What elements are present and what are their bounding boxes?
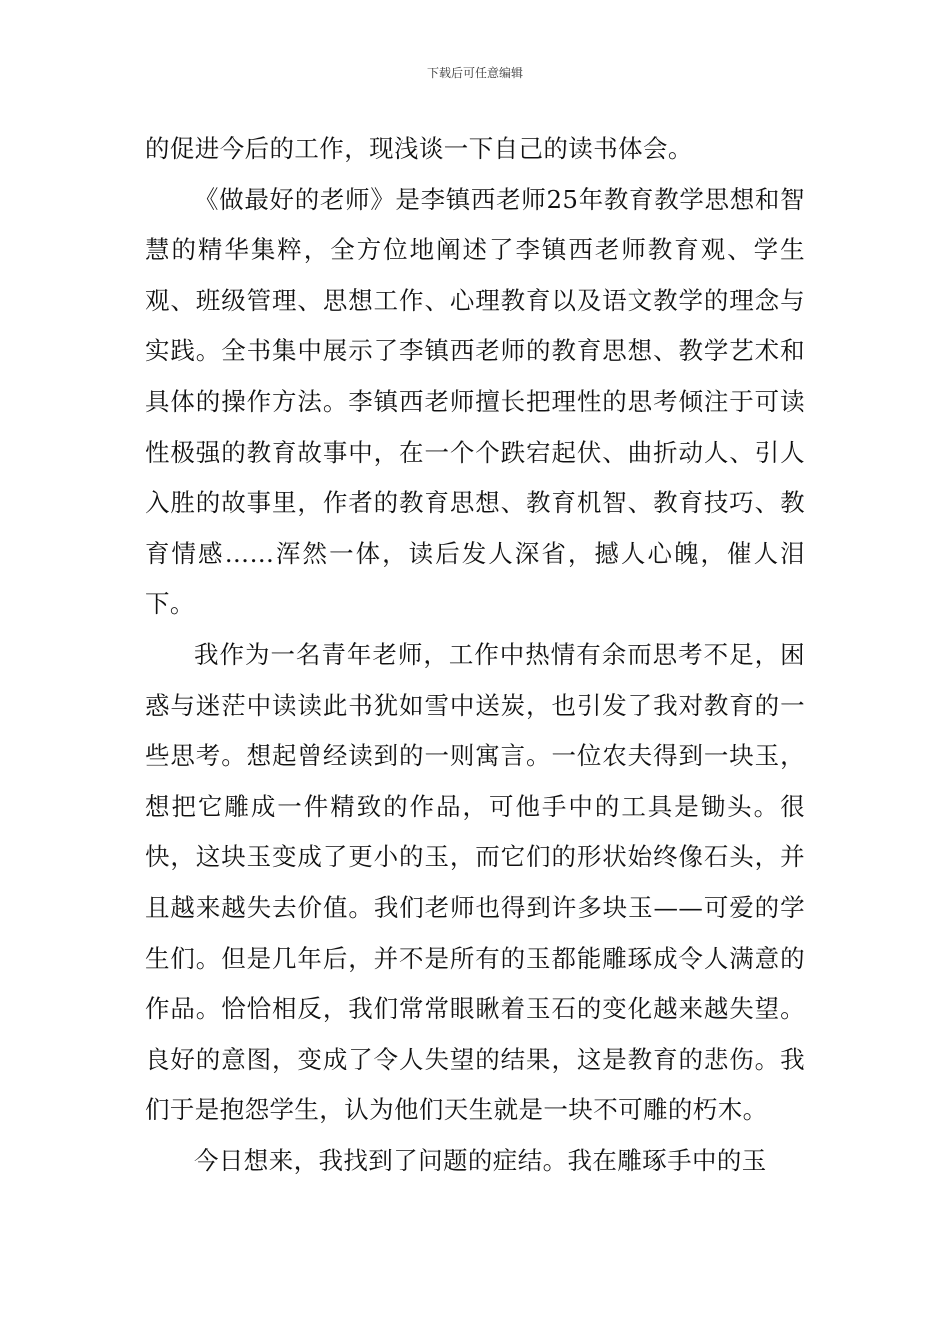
- paragraph-conclusion-start: 今日想来，我找到了问题的症结。我在雕琢手中的玉: [194, 1145, 767, 1175]
- paragraph-reflection: 我作为一名青年老师，工作中热情有余而思考不足，困惑与迷茫中读读此书犹如雪中送炭，也引发了我对教育的一些思考。想起曾经读到的一则寓言。一位农夫得到一块玉，想把它雕成一件精致的作品，可他手中的工具是锄头。很快，这块玉变成了更小的玉，而它们的形状始终像石头，并且越来越失去价值。我们老师也得到许多块玉——可爱的学生们。但是几年后，并不是所有的玉都能雕琢成令人满意的作品。恰恰相反，我们常常眼瞅着玉石的变化越来越失望。良好的意图，变成了令人失望的结果，这是教育的悲伤。我们于是抱怨学生，认为他们天生就是一块不可雕的朽木。: [145, 639, 805, 1125]
- paragraph-book-intro: 《做最好的老师》是李镇西老师25年教育教学思想和智慧的精华集粹，全方位地阐述了李镇西老师教育观、学生观、班级管理、思想工作、心理教育以及语文教学的理念与实践。全书集中展示了李镇西老师的教育思想、教学艺术和具体的操作方法。李镇西老师擅长把理性的思考倾注于可读性极强的教育故事中，在一个个跌宕起伏、曲折动人、引人入胜的故事里，作者的教育思想、教育机智、教育技巧、教育情感……浑然一体，读后发人深省，撼人心魄，催人泪下。: [145, 184, 805, 619]
- header-note: 下载后可任意编辑: [426, 66, 523, 80]
- paragraph-continuation: 的促进今后的工作，现浅谈一下自己的读书体会。: [145, 134, 693, 163]
- document-body: [145, 124, 805, 1186]
